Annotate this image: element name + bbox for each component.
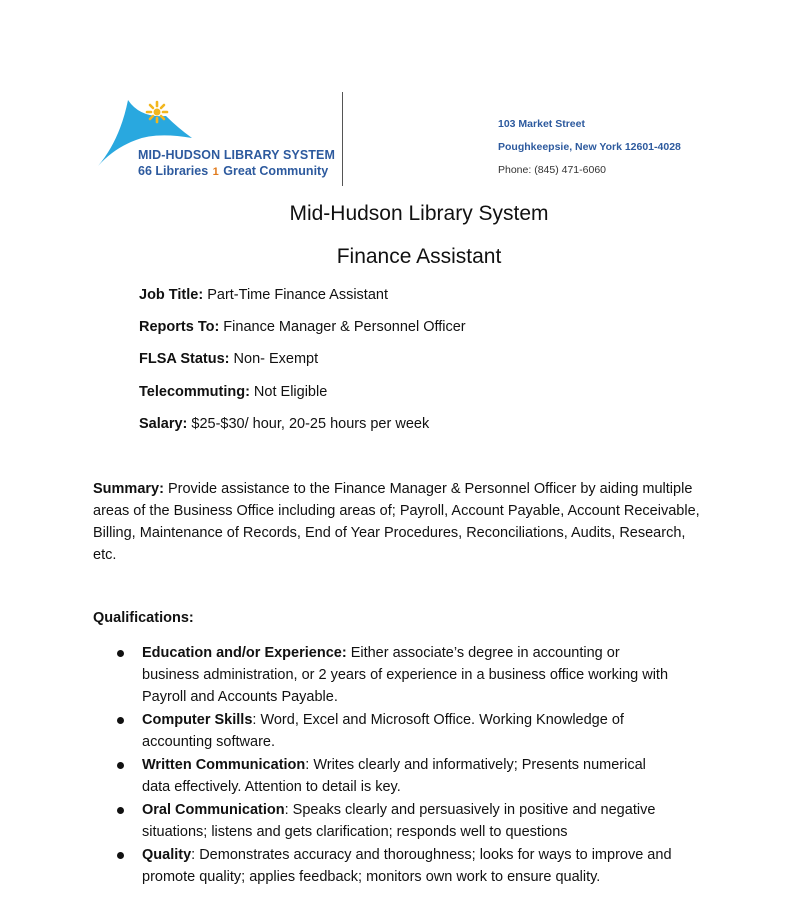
field-value: $25-$30/ hour, 20-25 hours per week (187, 416, 430, 432)
list-item (117, 642, 677, 708)
field-label: Telecommuting: (139, 384, 250, 400)
item-label: Computer Skills (142, 712, 253, 728)
item-label: Written Communication (142, 757, 306, 773)
logo-sun-icon (145, 100, 169, 124)
logo-tagline-number: 1 (212, 166, 219, 178)
field-value: Non- Exempt (229, 351, 319, 367)
item-label: Quality (142, 847, 192, 863)
list-item (117, 709, 677, 753)
item-label: Education and/or Experience: (142, 645, 347, 661)
qualifications-list (117, 642, 677, 889)
logo-tagline-post: Great Community (223, 164, 329, 178)
document-title: Mid-Hudson Library System (289, 202, 549, 225)
item-label: Oral Communication (142, 802, 285, 818)
list-item (117, 754, 677, 798)
bullet-icon (117, 717, 124, 724)
bullet-icon (117, 650, 124, 657)
logo-org-name: MID-HUDSON LIBRARY SYSTEM (138, 148, 335, 162)
field-job-title (139, 287, 388, 303)
letterhead-divider (342, 92, 343, 186)
summary-text: Provide assistance to the Finance Manager & Personnel Officer by aiding multiple areas of the Business Office including areas of; Payroll, Account Payable, Account Receivable, Billing, Maintenance of Records, End of Year Procedures, Reconciliations, Audits, Research, etc. (93, 481, 700, 563)
logo-tagline (138, 164, 328, 178)
summary-paragraph (93, 478, 703, 566)
bullet-icon (117, 762, 124, 769)
item-text: : Word, Excel and Microsoft Office. Working Knowledge of accounting software. (142, 712, 624, 750)
field-label: Salary: (139, 416, 188, 432)
field-salary (139, 416, 429, 432)
address-city: Poughkeepsie, New York 12601-4028 (498, 141, 681, 153)
list-item (117, 844, 677, 888)
field-value: Not Eligible (249, 384, 328, 400)
field-label: Job Title: (139, 287, 204, 303)
field-reports-to (139, 319, 466, 335)
summary-label: Summary: (93, 481, 164, 497)
bullet-icon (117, 807, 124, 814)
field-value: Finance Manager & Personnel Officer (219, 319, 466, 335)
field-telecommuting (139, 384, 327, 400)
document-subtitle: Finance Assistant (336, 245, 502, 268)
library-logo (96, 96, 344, 188)
address-phone: Phone: (845) 471-6060 (498, 164, 606, 176)
logo-tagline-pre: 66 Libraries (138, 164, 209, 178)
field-label: Reports To: (139, 319, 220, 335)
field-flsa-status (139, 351, 318, 367)
bullet-icon (117, 852, 124, 859)
item-text: : Writes clearly and informatively; Presents numerical data effectively. Attention to detail is key. (142, 757, 646, 795)
field-value: Part-Time Finance Assistant (203, 287, 388, 303)
item-text: : Demonstrates accuracy and thoroughness; looks for ways to improve and promote quality; applies feedback; monitors own work to ensure quality. (142, 847, 672, 885)
item-text: Either associate’s degree in accounting or business administration, or 2 years of experience in a business office working with Payroll and Accounts Payable. (142, 645, 669, 705)
field-label: FLSA Status: (139, 351, 230, 367)
item-text: : Speaks clearly and persuasively in positive and negative situations; listens and gets clarification; responds well to questions (142, 802, 656, 840)
address-street: 103 Market Street (498, 118, 585, 130)
qualifications-heading: Qualifications: (93, 610, 194, 626)
list-item (117, 799, 677, 843)
